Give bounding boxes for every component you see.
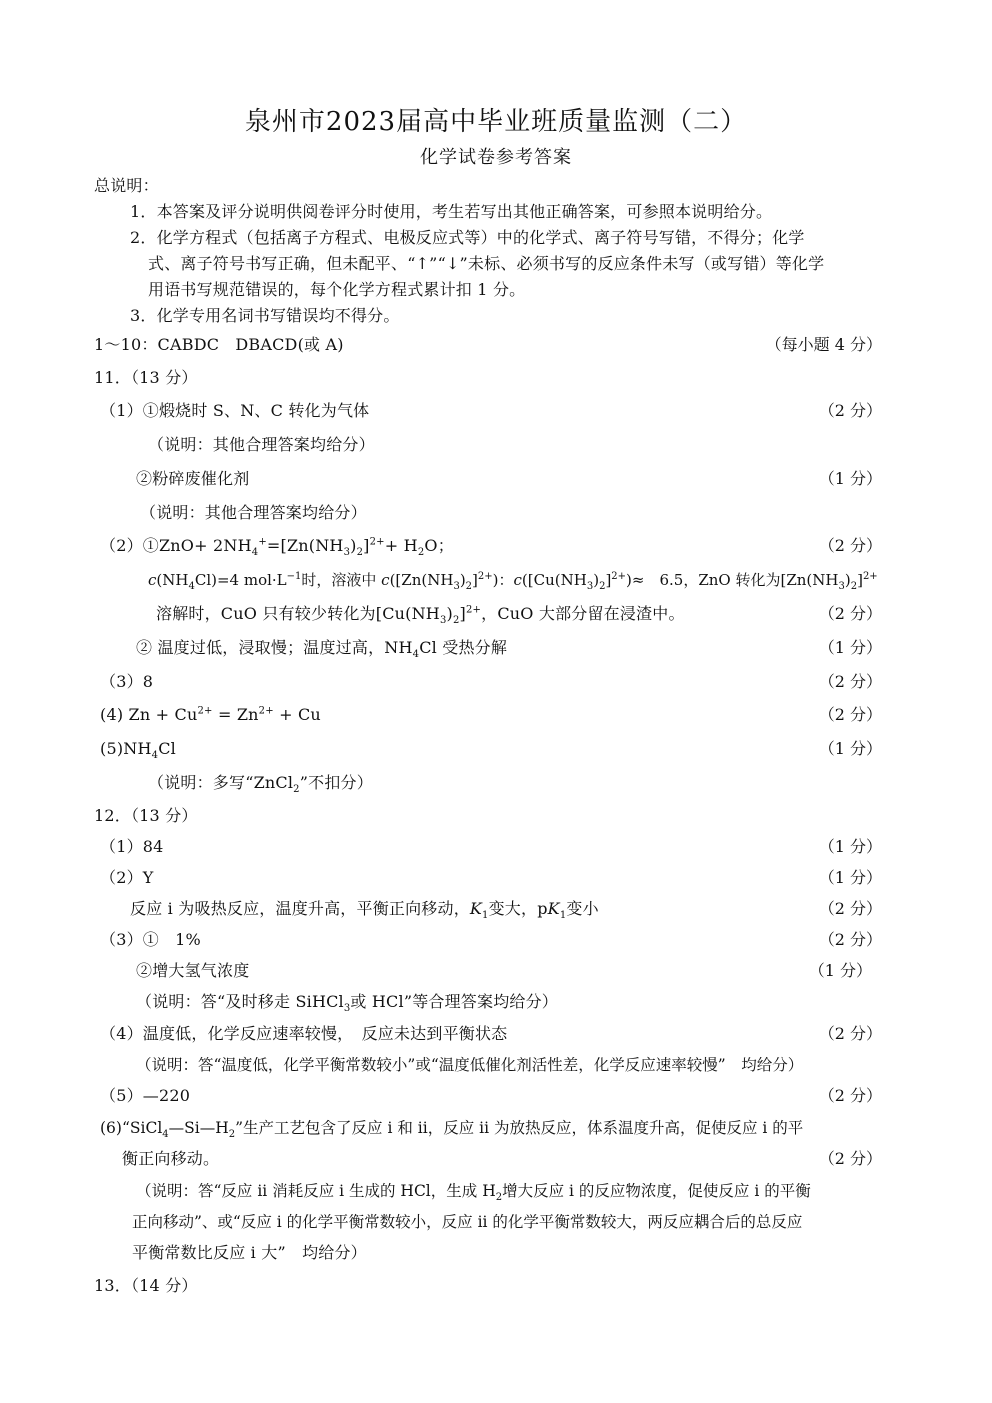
q12-p6-score: （2 分）: [818, 1149, 882, 1168]
q11-p1a-note: （说明：其他合理答案均给分）: [148, 435, 375, 454]
q12-p3-note: （说明：答“及时移走 SiHCl$_3$或 HCl”等合理答案均给分）: [136, 992, 559, 1015]
general-note-2-cont2: 用语书写规范错误的，每个化学方程式累计扣 1 分。: [148, 280, 526, 299]
q12-p6-note-2: 正向移动”、或“反应 i 的化学平衡常数较小，反应 ii 的化学平衡常数较大，两反应耦合后的总反应: [132, 1213, 803, 1231]
q11-p1b-note: （说明：其他合理答案均给分）: [140, 503, 367, 522]
q11-p3: （3）8: [100, 672, 154, 691]
general-note-1: 1．本答案及评分说明供阅卷评分时使用，考生若写出其他正确答案，可参照本说明给分。: [130, 202, 773, 221]
q11-p5: $(5)NH_4Cl$: [100, 739, 176, 762]
q12-p2: （2）Y: [100, 868, 154, 887]
q11-p1b-score: （1 分）: [818, 469, 882, 488]
q12-p2-score: （1 分）: [818, 868, 882, 887]
q12-p4-score: （2 分）: [818, 1024, 882, 1043]
q12-p3a: （3）① 1%: [100, 930, 201, 949]
q11-p2b: ② 温度过低，浸取慢；温度过高，$NH_4Cl$ 受热分解: [136, 638, 508, 661]
q12-p3a-score: （2 分）: [818, 930, 882, 949]
q11-p2a-line3-score: （2 分）: [818, 604, 882, 623]
q11-p5-score: （1 分）: [818, 739, 882, 758]
q12-heading: 12．（13 分）: [94, 806, 198, 825]
q12-p1: （1）84: [100, 837, 164, 856]
q12-p1-score: （1 分）: [818, 837, 882, 856]
q13-heading: 13．（14 分）: [94, 1276, 198, 1295]
q12-p6: $(6)“SiCl_4—Si—H_2$”生产工艺包含了反应 i 和 ii，反应 ii 为放热反应，体系温度升高，促使反应 i 的平: [100, 1119, 804, 1141]
q11-p2a-score: （2 分）: [818, 536, 882, 555]
q11-p1a: （1）①煅烧时 S、N、C 转化为气体: [100, 401, 370, 420]
page-title: 泉州市2023届高中毕业班质量监测（二）: [244, 107, 748, 137]
page-subtitle: 化学试卷参考答案: [420, 147, 572, 168]
q11-p2b-score: （1 分）: [818, 638, 882, 657]
q12-p6-note-1: （说明：答“反应 ii 消耗反应 i 生成的 HCl，生成 $H_2$增大反应 i 的反应物浓度，促使反应 i 的平衡: [136, 1182, 811, 1204]
q12-p4: （4）温度低，化学反应速率较慢， 反应未达到平衡状态: [100, 1024, 508, 1043]
q11-p2a: （2）①ZnO+ $2NH_4^+=[Zn(NH_3)_2]^{2+}+ H_2O$；: [100, 536, 454, 559]
q11-p3-score: （2 分）: [818, 672, 882, 691]
q12-p2-reason: 反应 i 为吸热反应，温度升高，平衡正向移动，$K_1$变大，$pK_1$变小: [130, 899, 599, 922]
q11-heading: 11．（13 分）: [94, 368, 198, 387]
q12-p2-reason-score: （2 分）: [818, 899, 882, 918]
q11-p2a-explanation-cont: 溶解时，CuO 只有较少转化为$[Cu(NH_3)_2]^{2+}$，CuO 大部分留在浸渣中。: [156, 604, 685, 627]
q12-p3b: ②增大氢气浓度: [136, 961, 250, 980]
general-note-2-cont: 式、离子符号书写正确，但未配平、“↑”“↓”未标、必须书写的反应条件未写（或写错）等化学: [148, 254, 825, 273]
general-note-2: 2．化学方程式（包括离子方程式、电极反应式等）中的化学式、离子符号写错，不得分；化学: [130, 228, 805, 247]
q11-p5-note: （说明：多写“ZnCl$_2$”不扣分）: [148, 773, 373, 796]
q12-p5-score: （2 分）: [818, 1086, 882, 1105]
q11-p4: (4) $Zn + Cu^{2+} = Zn^{2+} + Cu$: [100, 705, 321, 724]
q12-p5: （5）—220: [100, 1086, 191, 1105]
q12-p3b-score: （1 分）: [808, 961, 872, 980]
q11-p2a-explanation: $c(NH_4Cl)=4$ $mol\cdot L^{-1}$时，溶液中 $c([Zn(NH_3)_2]^{2+})$：$c([Cu(NH_3)_2]^{2+})\approx$ 6.5，ZnO 转化为$[Zn(NH_3)_2]^{2+}$: [148, 571, 878, 592]
q11-p1a-score: （2 分）: [818, 401, 882, 420]
q12-p4-note: （说明：答“温度低，化学平衡常数较小”或“温度低催化剂活性差，化学反应速率较慢” 均给分）: [136, 1056, 804, 1074]
general-heading: 总说明：: [94, 176, 159, 195]
q11-p1b: ②粉碎废催化剂: [136, 469, 250, 488]
general-note-3: 3．化学专用名词书写错误均不得分。: [130, 306, 400, 325]
q11-p4-score: （2 分）: [818, 705, 882, 724]
mc-answers: 1～10：CABDC DBACD(或 A): [94, 335, 344, 354]
mc-score: （每小题 4 分）: [765, 335, 882, 354]
q12-p6-cont: 衡正向移动。: [122, 1149, 220, 1168]
q12-p6-note-3: 平衡常数比反应 i 大” 均给分）: [132, 1243, 367, 1262]
